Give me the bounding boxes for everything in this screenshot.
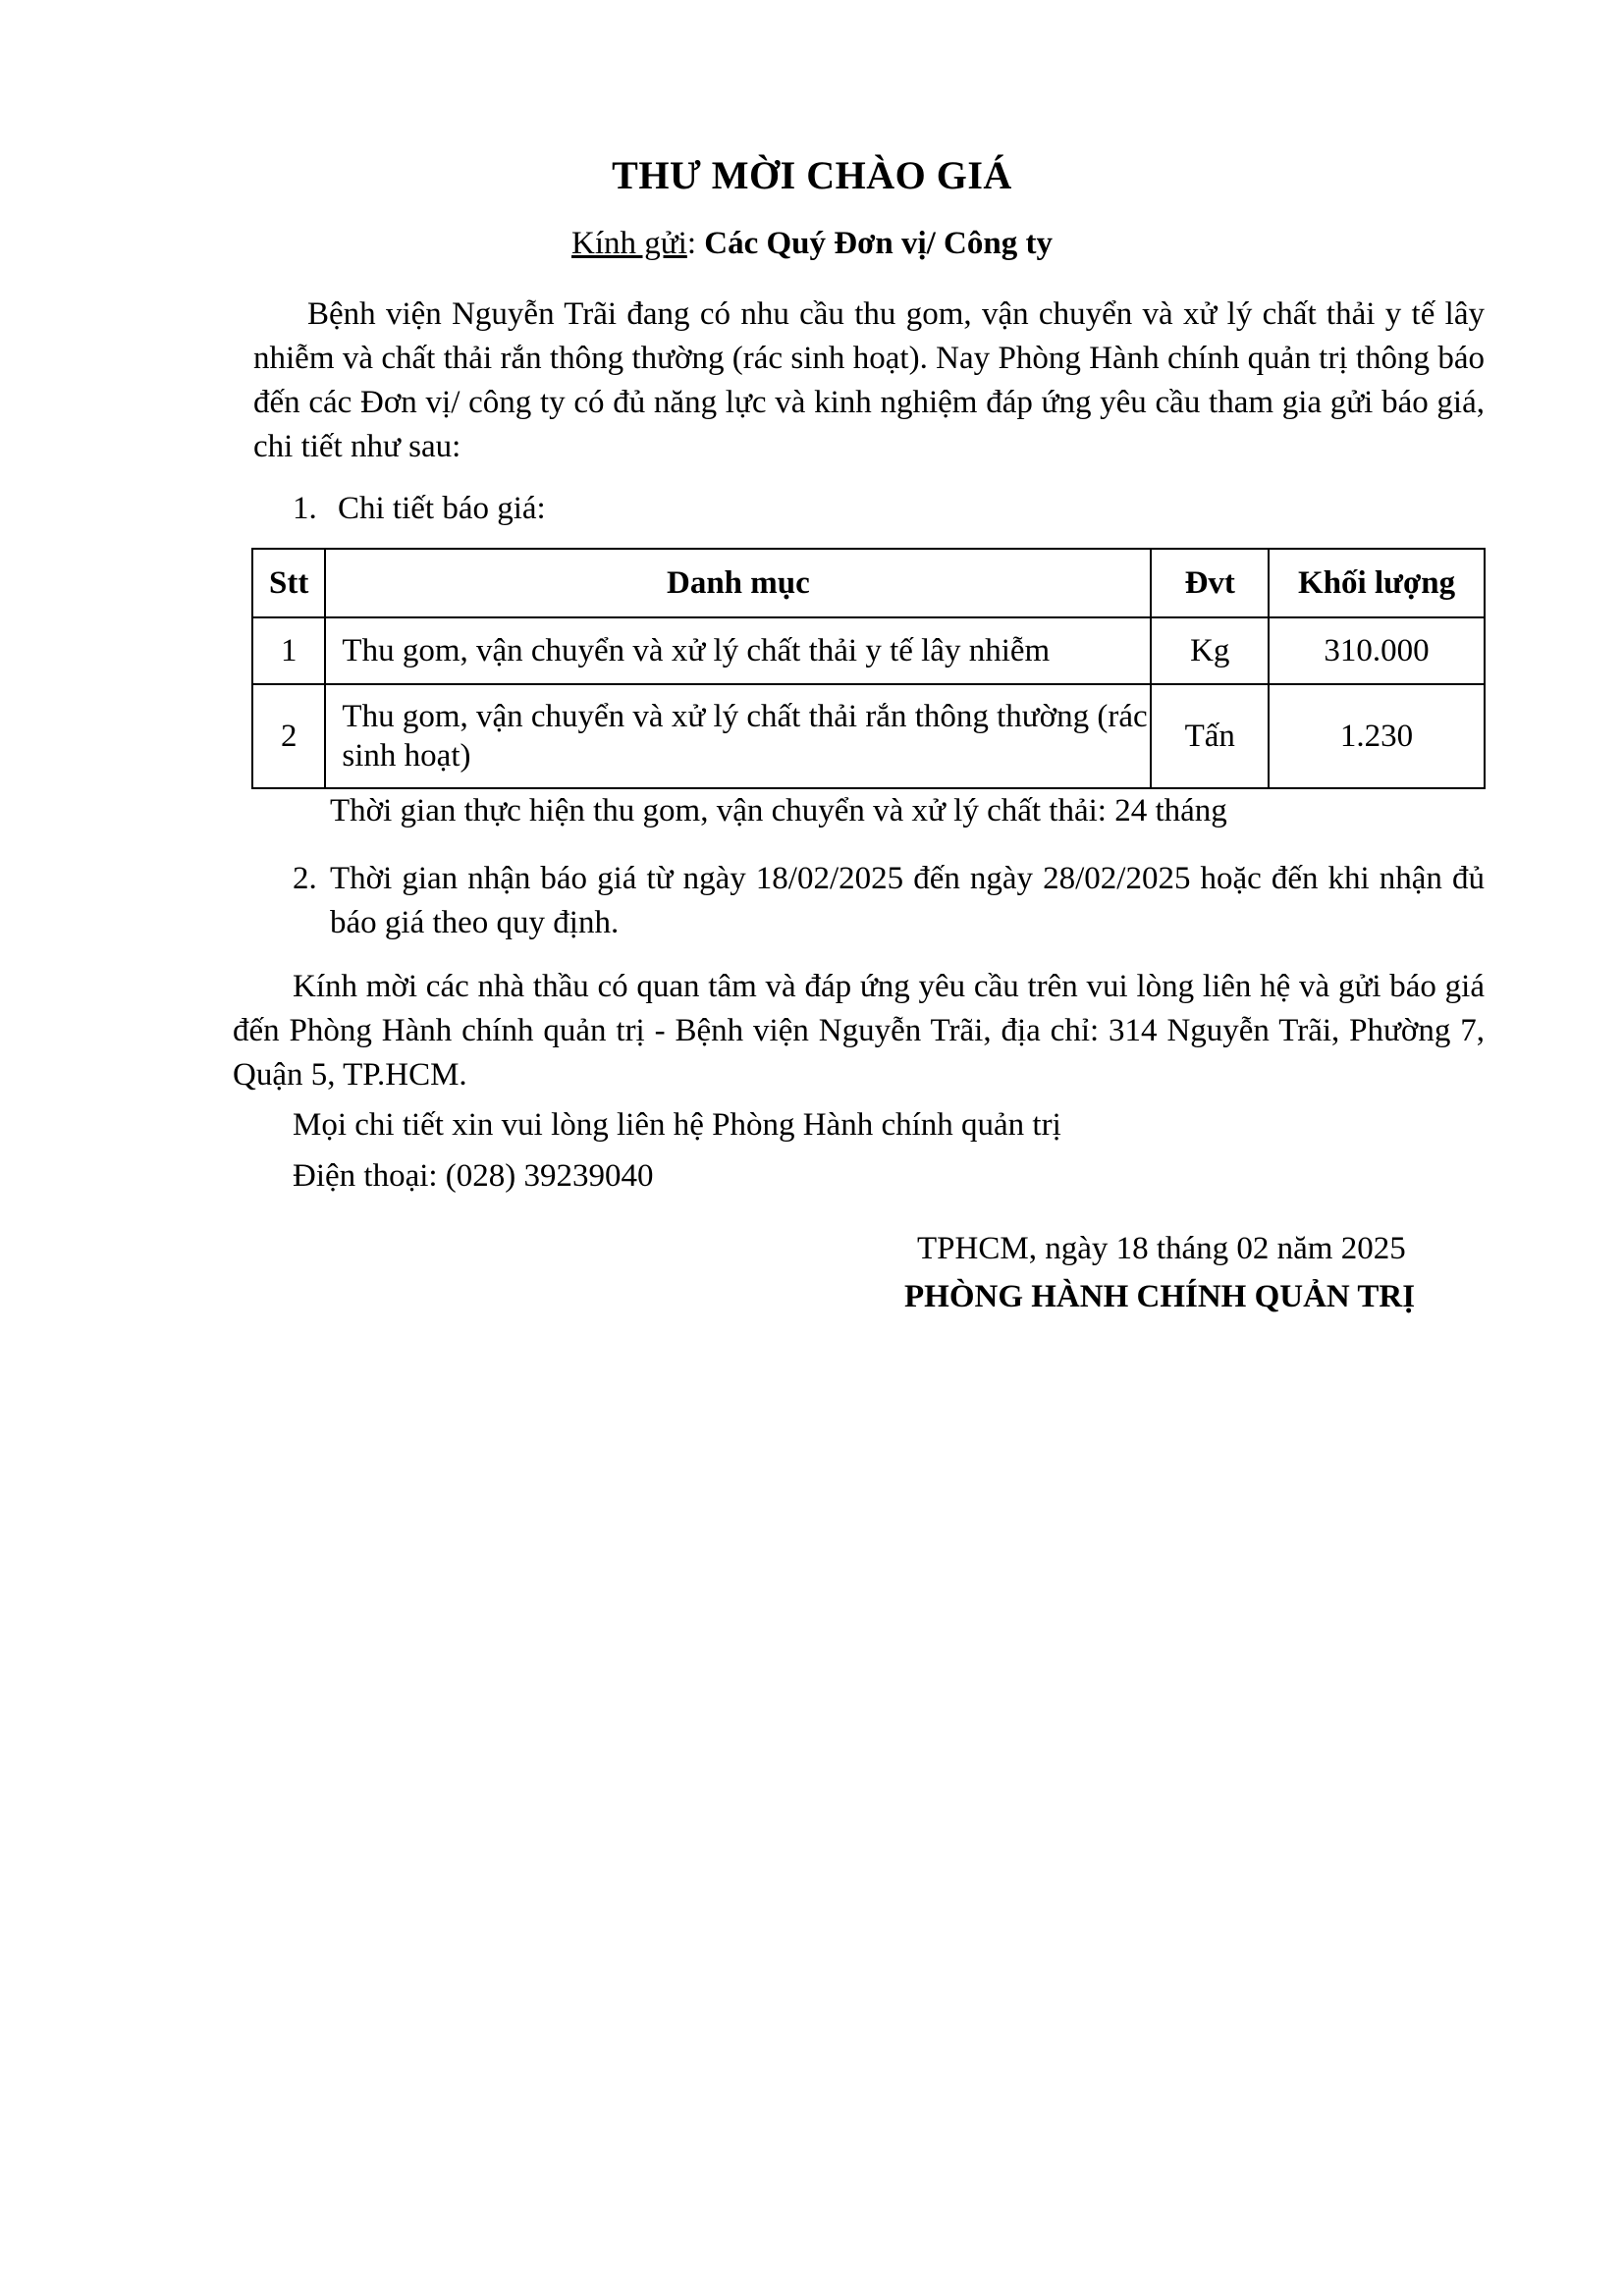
salutation-separator: : — [686, 226, 705, 261]
header-name: Danh mục — [325, 549, 1151, 617]
row-stt: 2 — [252, 684, 325, 788]
table-header-row — [252, 549, 1485, 617]
signing-department: PHÒNG HÀNH CHÍNH QUẢN TRỊ — [904, 1279, 1416, 1314]
phone-line: Điện thoại: (028) 39239040 — [293, 1158, 654, 1194]
contact-line: Mọi chi tiết xin vui lòng liên hệ Phòng Hành chính quản trị — [293, 1107, 1061, 1143]
section-1-label: Chi tiết báo giá: — [338, 491, 546, 526]
date-line: TPHCM, ngày 18 tháng 02 năm 2025 — [917, 1231, 1406, 1266]
row-quantity: 310.000 — [1269, 617, 1485, 684]
header-unit: Đvt — [1151, 549, 1269, 617]
table-row — [252, 684, 1485, 788]
duration-line: Thời gian thực hiện thu gom, vận chuyển và xử lý chất thải: 24 tháng — [330, 793, 1227, 828]
section-1-heading — [293, 491, 546, 527]
row-name: Thu gom, vận chuyển và xử lý chất thải y tế lây nhiễm — [325, 617, 1151, 684]
section-2-text: Thời gian nhận báo giá từ ngày 18/02/2025 đến ngày 28/02/2025 hoặc đến khi nhận đủ báo giá theo quy định. — [330, 861, 1485, 940]
row-name: Thu gom, vận chuyển và xử lý chất thải rắn thông thường (rác sinh hoạt) — [325, 684, 1151, 788]
row-unit: Tấn — [1151, 684, 1269, 788]
section-1-number: 1. — [293, 491, 317, 526]
salutation-lead: Kính gửi — [571, 226, 687, 261]
section-2 — [293, 857, 1485, 945]
section-2-number: 2. — [293, 861, 317, 896]
quote-table — [251, 548, 1486, 789]
row-unit: Kg — [1151, 617, 1269, 684]
intro-paragraph: Bệnh viện Nguyễn Trãi đang có nhu cầu thu gom, vận chuyển và xử lý chất thải y tế lây nhiễm và chất thải rắn thông thường (rác sinh hoạt). Nay Phòng Hành chính quản trị thông báo đến các Đơn vị/ công ty có đủ năng lực và kinh nghiệm đáp ứng yêu cầu tham gia gửi báo giá, chi tiết như sau: — [253, 296, 1485, 464]
header-stt: Stt — [252, 549, 325, 617]
row-stt: 1 — [252, 617, 325, 684]
table-row — [252, 617, 1485, 684]
row-quantity: 1.230 — [1269, 684, 1485, 788]
salutation-line — [0, 226, 1624, 262]
document-title: THƯ MỜI CHÀO GIÁ — [612, 153, 1012, 197]
header-quantity: Khối lượng — [1269, 549, 1485, 617]
invitation-paragraph: Kính mời các nhà thầu có quan tâm và đáp ứng yêu cầu trên vui lòng liên hệ và gửi báo giá đến Phòng Hành chính quản trị - Bệnh viện Nguyễn Trãi, địa chỉ: 314 Nguyễn Trãi, Phường 7, Quận 5, TP.HCM. — [233, 969, 1485, 1093]
salutation-recipient: Các Quý Đơn vị/ Công ty — [704, 226, 1053, 261]
